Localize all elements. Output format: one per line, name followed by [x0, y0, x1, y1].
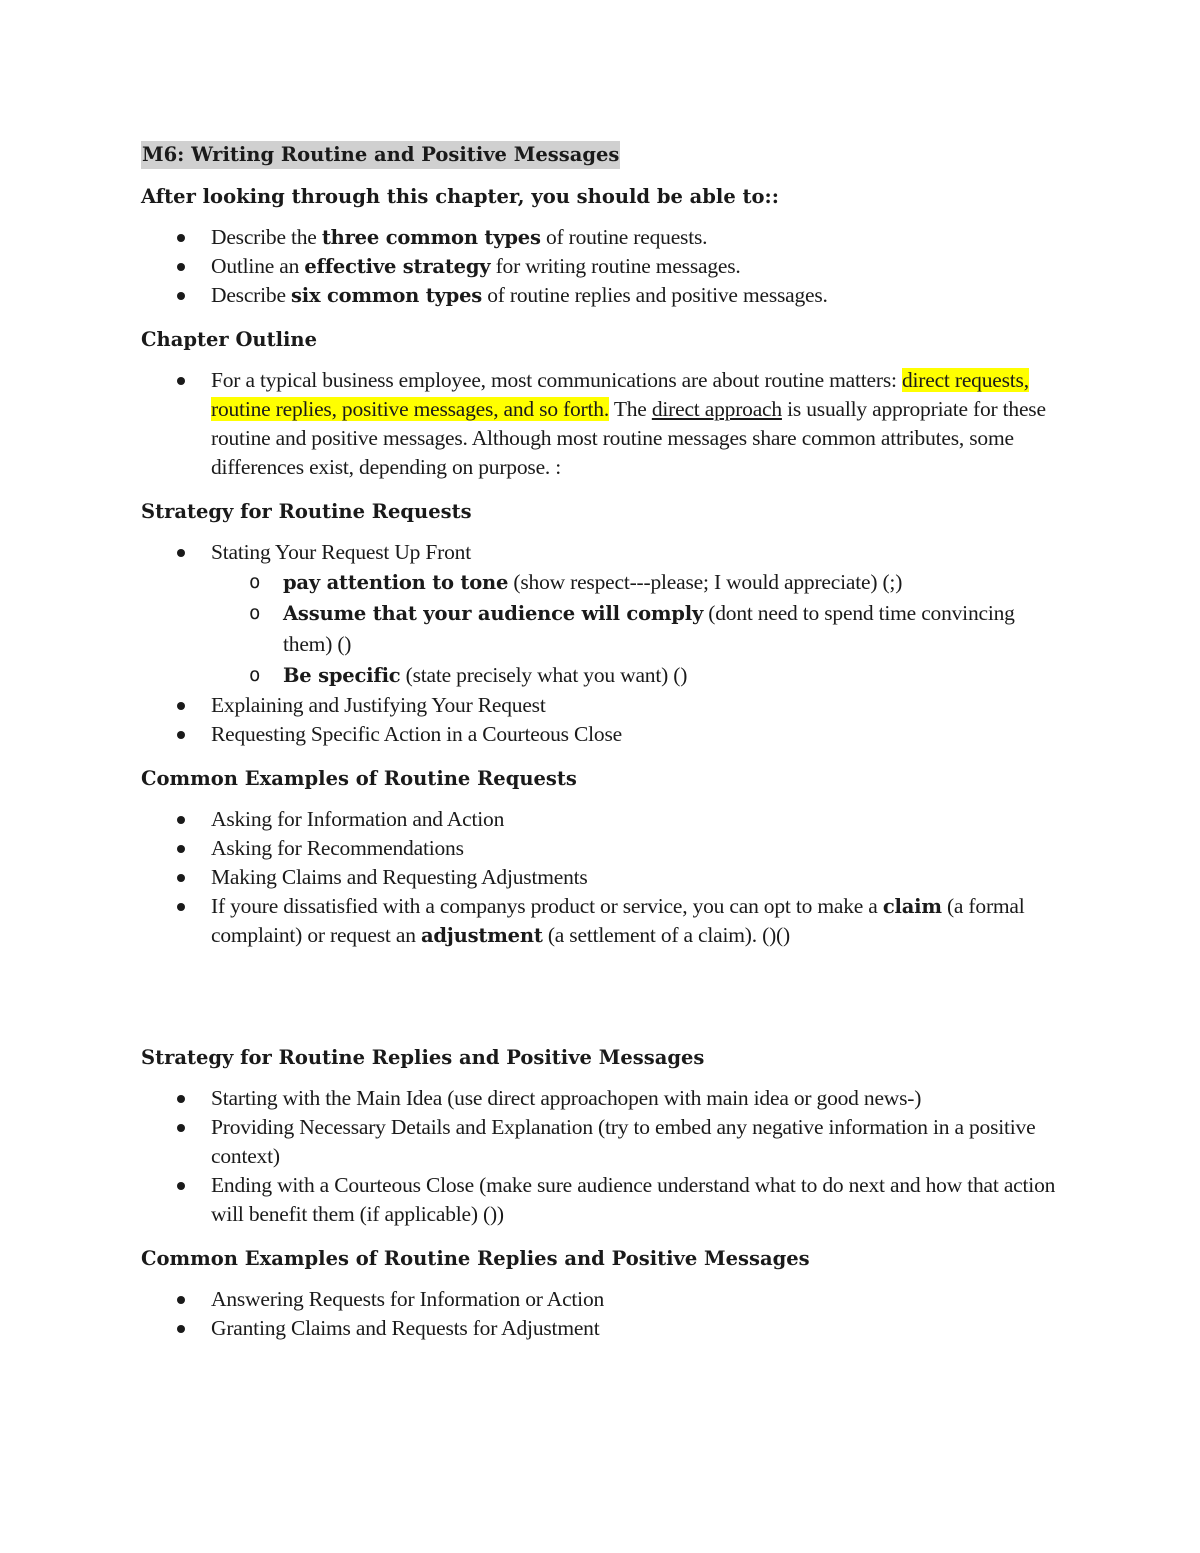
sub-list: [211, 567, 1061, 691]
examples-requests-list: [141, 805, 1061, 950]
document-title: M6: Writing Routine and Positive Messages: [141, 141, 620, 169]
list-item: Starting with the Main Idea (use direct approachopen with main idea or good news-): [141, 1084, 1061, 1113]
list-item: Ending with a Courteous Close (make sure audience understand what to do next and how that action will benefit them (if applicable) ()): [141, 1171, 1061, 1229]
list-item: Asking for Information and Action: [141, 805, 1061, 834]
examples-replies-list: [141, 1285, 1061, 1343]
chapter-outline-heading: Chapter Outline: [141, 328, 318, 351]
list-item: If youre dissatisfied with a companys product or service, you can opt to make a claim (a formal complaint) or request an adjustment (a settlement of a claim). ()(): [141, 892, 1061, 950]
examples-replies-heading: Common Examples of Routine Replies and Positive Messages: [141, 1247, 810, 1270]
objectives-heading: After looking through this chapter, you should be able to::: [141, 185, 779, 208]
objectives-list: [141, 223, 1061, 310]
list-item: Stating Your Request Up Front o pay attention to tone (show respect---please; I would appreciate) (;) o Assume that your audience will comply (dont need to spend time convincing them) () o Be specific (state precisely what you want) (): [141, 538, 1061, 691]
list-item: Answering Requests for Information or Action: [141, 1285, 1061, 1314]
chapter-outline-list: [141, 366, 1061, 482]
list-item: Requesting Specific Action in a Courteous Close: [141, 720, 1061, 749]
list-item: Describe the three common types of routine requests.: [141, 223, 1061, 252]
list-item: Granting Claims and Requests for Adjustment: [141, 1314, 1061, 1343]
highlighted-text: direct requests, routine replies, positive messages, and so forth.: [211, 368, 1029, 421]
strategy-replies-heading: Strategy for Routine Replies and Positive Messages: [141, 1046, 705, 1069]
list-item: Explaining and Justifying Your Request: [141, 691, 1061, 720]
examples-requests-heading: Common Examples of Routine Requests: [141, 767, 577, 790]
list-item: Asking for Recommendations: [141, 834, 1061, 863]
list-item: Making Claims and Requesting Adjustments: [141, 863, 1061, 892]
list-item: Describe six common types of routine replies and positive messages.: [141, 281, 1061, 310]
strategy-requests-heading: Strategy for Routine Requests: [141, 500, 472, 523]
list-item: For a typical business employee, most communications are about routine matters: direct requests, routine replies, positive messages, and so forth. The direct approach is usually appropriate for these routine and positive messages. Although most routine messages share common attributes, some differences exist, depending on purpose. :: [141, 366, 1061, 482]
list-item: Outline an effective strategy for writing routine messages.: [141, 252, 1061, 281]
sub-list-item: o Be specific (state precisely what you want) (): [211, 660, 1061, 691]
list-item: Providing Necessary Details and Explanation (try to embed any negative information in a positive context): [141, 1113, 1061, 1171]
document-body: [141, 141, 1061, 1359]
sub-list-item: o pay attention to tone (show respect---please; I would appreciate) (;): [211, 567, 1061, 598]
strategy-requests-list: [141, 538, 1061, 749]
sub-list-item: o Assume that your audience will comply (dont need to spend time convincing them) (): [211, 598, 1061, 660]
strategy-replies-list: [141, 1084, 1061, 1229]
underlined-text: direct approach: [651, 397, 782, 421]
